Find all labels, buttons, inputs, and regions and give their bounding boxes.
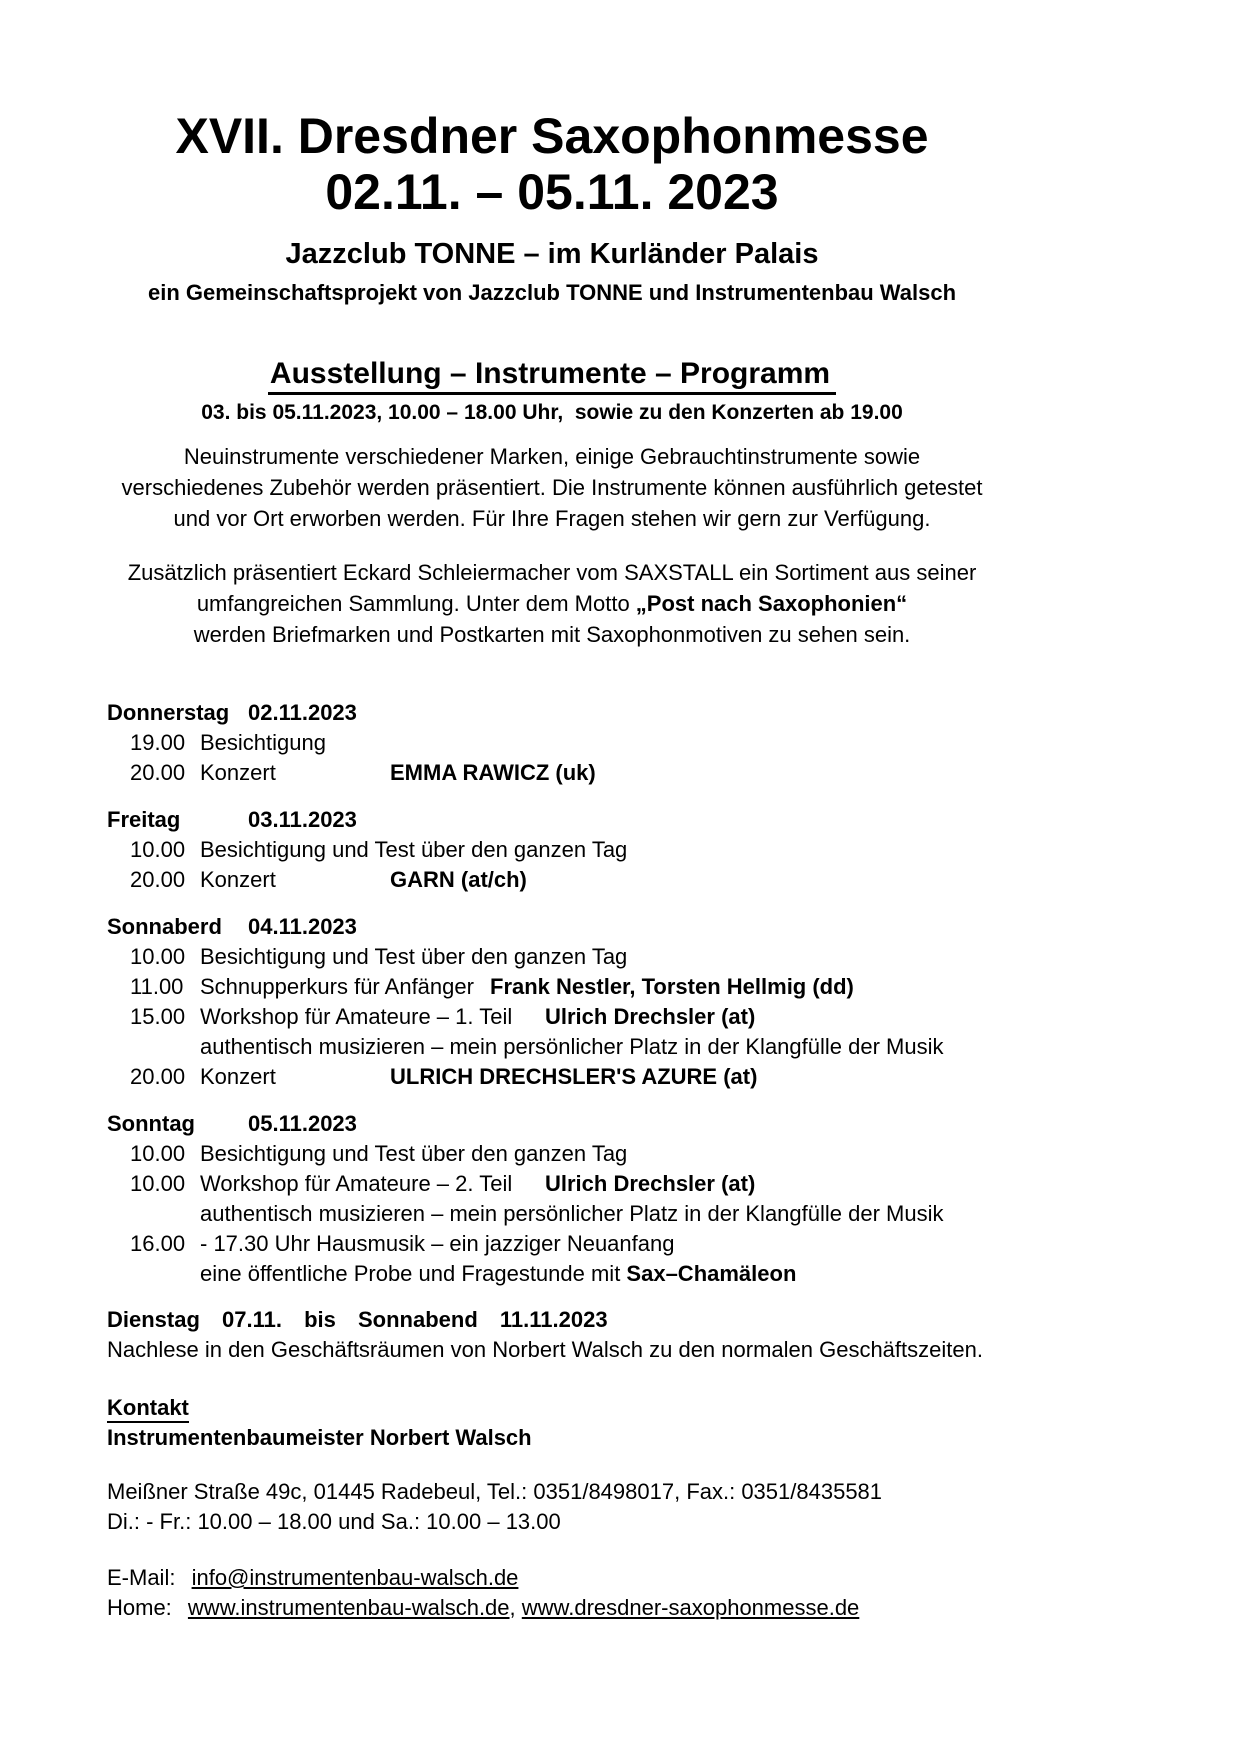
schedule-entry-continuation xyxy=(107,1259,997,1289)
entry-continuation-text: eine öffentliche Probe und Fragestunde mit xyxy=(200,1261,627,1286)
day-name: Freitag xyxy=(107,807,181,832)
page-title xyxy=(107,108,997,220)
followup-heading: Dienstag 07.11. bis Sonnabend 11.11.2023 xyxy=(107,1307,608,1332)
saxstall-line-2 xyxy=(107,588,997,619)
entry-performer: Ulrich Drechsler (at) xyxy=(545,1171,756,1196)
entry-time: 10.00 xyxy=(130,1141,186,1166)
opening-hours-line: 03. bis 05.11.2023, 10.00 – 18.00 Uhr, sowie zu den Konzerten ab 19.00 xyxy=(201,401,903,424)
entry-performer: GARN (at/ch) xyxy=(390,867,527,892)
schedule-entry xyxy=(107,1139,997,1169)
day-heading xyxy=(107,912,997,942)
section-heading xyxy=(107,355,997,393)
entry-text: Besichtigung und Test über den ganzen Tag xyxy=(200,1141,628,1166)
entry-text: Workshop für Amateure – 1. Teil xyxy=(200,1004,513,1029)
schedule-entry-continuation xyxy=(107,1199,997,1229)
title-line-2: 02.11. – 05.11. 2023 xyxy=(325,164,779,220)
day-date: 02.11.2023 xyxy=(248,700,357,725)
entry-time: 16.00 xyxy=(130,1231,186,1256)
home-label: Home: xyxy=(107,1595,172,1620)
day-name: Sonnaberd xyxy=(107,914,222,939)
schedule-day-freitag xyxy=(107,805,997,895)
project-line: ein Gemeinschaftsprojekt von Jazzclub TONNE und Instrumentenbau Walsch xyxy=(147,280,957,305)
schedule-day-sonntag xyxy=(107,1109,997,1289)
schedule-entry xyxy=(107,1062,997,1092)
entry-text: Besichtigung xyxy=(200,730,326,755)
entry-continuation-text: authentisch musizieren – mein persönlicher Platz in der Klangfülle der Musik xyxy=(200,1201,944,1226)
schedule-day-donnerstag xyxy=(107,698,997,788)
entry-time: 20.00 xyxy=(130,1064,186,1089)
contact-email-line xyxy=(107,1563,997,1593)
title-line-1: XVII. Dresdner Saxophonmesse xyxy=(175,108,929,164)
entry-continuation-bold: Sax–Chamäleon xyxy=(626,1261,797,1286)
home-link-separator: , xyxy=(509,1595,516,1620)
saxstall-line-2-regular: umfangreichen Sammlung. Unter dem Motto xyxy=(196,591,636,616)
contact-heading xyxy=(107,1393,997,1423)
schedule-entry xyxy=(107,728,997,758)
entry-time: 19.00 xyxy=(130,730,186,755)
followup-text: Nachlese in den Geschäftsräumen von Norbert Walsch zu den normalen Geschäftszeiten. xyxy=(107,1337,983,1362)
day-heading xyxy=(107,1109,997,1139)
entry-continuation-text: authentisch musizieren – mein persönlicher Platz in der Klangfülle der Musik xyxy=(200,1034,944,1059)
entry-performer: EMMA RAWICZ (uk) xyxy=(390,760,596,785)
saxstall-line-3: werden Briefmarken und Postkarten mit Saxophonmotiven zu sehen sein. xyxy=(193,622,911,647)
entry-text: Besichtigung und Test über den ganzen Tag xyxy=(200,837,628,862)
contact-opening-hours: Di.: - Fr.: 10.00 – 18.00 und Sa.: 10.00 – 13.00 xyxy=(107,1509,561,1534)
entry-text: Konzert xyxy=(200,1064,276,1089)
entry-time: 10.00 xyxy=(130,944,186,969)
followup-block xyxy=(107,1305,997,1365)
home-link-saxophonmesse[interactable]: www.dresdner-saxophonmesse.de xyxy=(521,1595,860,1620)
entry-time: 10.00 xyxy=(130,837,186,862)
intro-line-3: und vor Ort erworben werden. Für Ihre Fragen stehen wir gern zur Verfügung. xyxy=(173,506,931,531)
schedule-entry xyxy=(107,972,997,1002)
schedule-entry xyxy=(107,1229,997,1259)
day-heading xyxy=(107,698,997,728)
contact-heading-text: Kontakt xyxy=(107,1395,189,1423)
entry-time: 15.00 xyxy=(130,1004,186,1029)
contact-block xyxy=(107,1393,997,1623)
entry-performer: Ulrich Drechsler (at) xyxy=(545,1004,756,1029)
entry-text: Konzert xyxy=(200,760,276,785)
entry-text: Workshop für Amateure – 2. Teil xyxy=(200,1171,513,1196)
entry-text: - 17.30 Uhr Hausmusik – ein jazziger Neuanfang xyxy=(200,1231,675,1256)
contact-home-line xyxy=(107,1593,997,1623)
venue-subtitle: Jazzclub TONNE – im Kurländer Palais xyxy=(285,238,819,270)
entry-text: Besichtigung und Test über den ganzen Tag xyxy=(200,944,628,969)
email-label: E-Mail: xyxy=(107,1565,176,1590)
schedule-day-sonnabend xyxy=(107,912,997,1092)
schedule-entry xyxy=(107,758,997,788)
entry-text: Schnupperkurs für Anfänger xyxy=(200,974,474,999)
schedule-entry xyxy=(107,1002,997,1032)
saxstall-motto: „Post nach Saxophonien“ xyxy=(635,591,908,616)
section-heading-text: Ausstellung – Instrumente – Programm xyxy=(268,357,836,395)
schedule-entry xyxy=(107,865,997,895)
schedule-entry xyxy=(107,1169,997,1199)
day-date: 03.11.2023 xyxy=(248,807,357,832)
saxstall-line-1: Zusätzlich präsentiert Eckard Schleiermacher vom SAXSTALL ein Sortiment aus seiner xyxy=(127,560,977,585)
intro-line-1: Neuinstrumente verschiedener Marken, einige Gebrauchtinstrumente sowie xyxy=(183,444,921,469)
entry-time: 20.00 xyxy=(130,867,186,892)
schedule-entry-continuation xyxy=(107,1032,997,1062)
entry-time: 11.00 xyxy=(130,974,184,999)
day-name: Donnerstag xyxy=(107,700,230,725)
intro-paragraph xyxy=(107,441,997,534)
day-date: 04.11.2023 xyxy=(248,914,357,939)
saxstall-paragraph xyxy=(107,557,997,650)
entry-time: 10.00 xyxy=(130,1171,186,1196)
entry-performer: Frank Nestler, Torsten Hellmig (dd) xyxy=(490,974,854,999)
day-date: 05.11.2023 xyxy=(248,1111,357,1136)
email-link[interactable]: info@instrumentenbau-walsch.de xyxy=(191,1565,519,1590)
entry-text: Konzert xyxy=(200,867,276,892)
contact-address: Meißner Straße 49c, 01445 Radebeul, Tel.: 0351/8498017, Fax.: 0351/8435581 xyxy=(107,1479,883,1504)
home-link-instrumentenbau[interactable]: www.instrumentenbau-walsch.de xyxy=(187,1595,510,1620)
schedule-entry xyxy=(107,942,997,972)
schedule-entry xyxy=(107,835,997,865)
entry-time: 20.00 xyxy=(130,760,186,785)
entry-performer: ULRICH DRECHSLER'S AZURE (at) xyxy=(390,1064,758,1089)
contact-name: Instrumentenbaumeister Norbert Walsch xyxy=(107,1425,532,1450)
day-name: Sonntag xyxy=(107,1111,195,1136)
intro-line-2: verschiedenes Zubehör werden präsentiert. Die Instrumente können ausführlich getestet xyxy=(121,475,983,500)
day-heading xyxy=(107,805,997,835)
